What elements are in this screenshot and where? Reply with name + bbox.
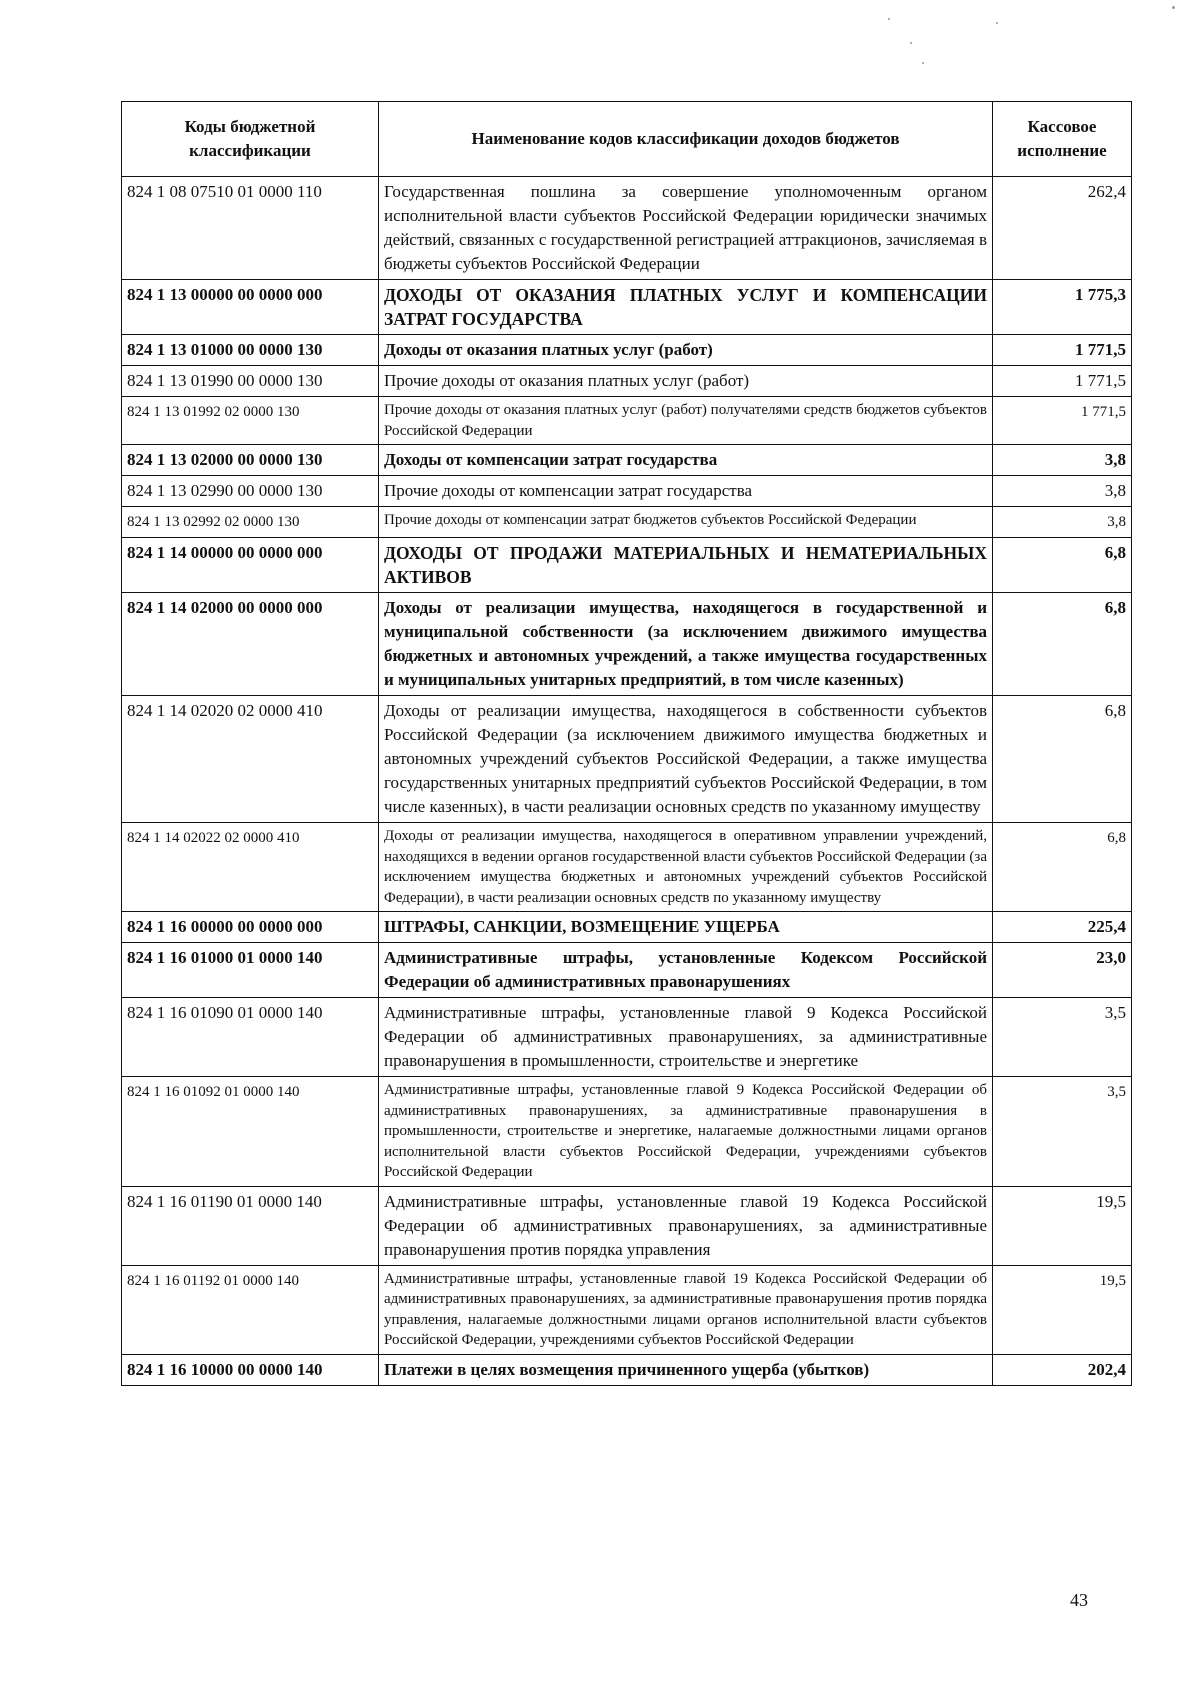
row-name: Доходы от компенсации затрат государства (379, 445, 993, 476)
row-value: 262,4 (993, 177, 1132, 280)
table-row (122, 366, 1132, 397)
row-code: 824 1 13 01000 00 0000 130 (122, 335, 379, 366)
row-code: 824 1 13 00000 00 0000 000 (122, 280, 379, 335)
scan-mark (922, 62, 924, 64)
row-code: 824 1 14 00000 00 0000 000 (122, 538, 379, 593)
header-codes: Коды бюджетной классификации (122, 102, 379, 177)
row-value: 3,5 (993, 998, 1132, 1077)
table-row (122, 507, 1132, 538)
table-row (122, 280, 1132, 335)
table-row (122, 1186, 1132, 1265)
row-code: 824 1 13 02000 00 0000 130 (122, 445, 379, 476)
row-code: 824 1 16 01090 01 0000 140 (122, 998, 379, 1077)
row-name: Государственная пошлина за совершение уполномоченным органом исполнительной власти субъектов Российской Федерации юридически значимых действий, связанных с государственной регистрацией аттракционов, зачисляемая в бюджеты субъектов Российской Федерации (379, 177, 993, 280)
table-row (122, 1265, 1132, 1354)
scan-mark (888, 18, 890, 20)
table-row (122, 1077, 1132, 1187)
table-row (122, 177, 1132, 280)
row-code: 824 1 13 01990 00 0000 130 (122, 366, 379, 397)
row-value: 3,5 (993, 1077, 1132, 1187)
row-value: 1 771,5 (993, 397, 1132, 445)
row-code: 824 1 16 00000 00 0000 000 (122, 912, 379, 943)
scan-mark (996, 22, 998, 24)
table-row (122, 476, 1132, 507)
row-code: 824 1 13 02992 02 0000 130 (122, 507, 379, 538)
row-code: 824 1 14 02020 02 0000 410 (122, 696, 379, 823)
row-name: Административные штрафы, установленные главой 9 Кодекса Российской Федерации об административных правонарушениях, за административные правонарушения в промышленности, строительстве и энергетике, налагаемые должностными лицами органов исполнительной власти субъектов Российской Федерации, учреждениями субъектов Российской Федерации (379, 1077, 993, 1187)
row-value: 202,4 (993, 1354, 1132, 1385)
row-name: Административные штрафы, установленные главой 9 Кодекса Российской Федерации об административных правонарушениях, за административные правонарушения в промышленности, строительстве и энергетике (379, 998, 993, 1077)
table-row (122, 335, 1132, 366)
row-value: 3,8 (993, 476, 1132, 507)
row-name: ШТРАФЫ, САНКЦИИ, ВОЗМЕЩЕНИЕ УЩЕРБА (379, 912, 993, 943)
row-name: Доходы от реализации имущества, находящегося в оперативном управлении учреждений, находящихся в ведении органов государственной власти субъектов Российской Федерации (за исключением имущества бюджетных и автономных учреждений субъектов Российской Федерации), в части реализации основных средств по указанному имуществу (379, 823, 993, 912)
row-name: ДОХОДЫ ОТ ПРОДАЖИ МАТЕРИАЛЬНЫХ И НЕМАТЕРИАЛЬНЫХ АКТИВОВ (379, 538, 993, 593)
table-row (122, 397, 1132, 445)
row-name: Доходы от реализации имущества, находящегося в государственной и муниципальной собственности (за исключением движимого имущества бюджетных и автономных учреждений, а также имущества государственных и муниципальных унитарных предприятий, в том числе казенных) (379, 593, 993, 696)
row-name: Прочие доходы от компенсации затрат бюджетов субъектов Российской Федерации (379, 507, 993, 538)
scan-mark (1172, 6, 1175, 9)
table-row (122, 823, 1132, 912)
row-name: Прочие доходы от компенсации затрат государства (379, 476, 993, 507)
row-value: 6,8 (993, 538, 1132, 593)
row-code: 824 1 16 10000 00 0000 140 (122, 1354, 379, 1385)
row-value: 1 771,5 (993, 366, 1132, 397)
row-value: 19,5 (993, 1186, 1132, 1265)
row-value: 6,8 (993, 823, 1132, 912)
row-code: 824 1 16 01190 01 0000 140 (122, 1186, 379, 1265)
row-code: 824 1 13 01992 02 0000 130 (122, 397, 379, 445)
table-row (122, 943, 1132, 998)
row-name: Административные штрафы, установленные главой 19 Кодекса Российской Федерации об административных правонарушениях, за административные правонарушения против порядка управления (379, 1186, 993, 1265)
row-name: Доходы от реализации имущества, находящегося в собственности субъектов Российской Федерации (за исключением движимого имущества бюджетных и автономных учреждений субъектов Российской Федерации, а также имущества государственных унитарных предприятий субъектов Российской Федерации, в том числе казенных), в части реализации основных средств по указанному имуществу (379, 696, 993, 823)
table-row (122, 538, 1132, 593)
row-value: 3,8 (993, 445, 1132, 476)
row-name: Прочие доходы от оказания платных услуг (работ) (379, 366, 993, 397)
table-row (122, 593, 1132, 696)
row-code: 824 1 14 02022 02 0000 410 (122, 823, 379, 912)
row-code: 824 1 16 01192 01 0000 140 (122, 1265, 379, 1354)
table-header-row (122, 102, 1132, 177)
row-code: 824 1 14 02000 00 0000 000 (122, 593, 379, 696)
table-row (122, 1354, 1132, 1385)
row-name: ДОХОДЫ ОТ ОКАЗАНИЯ ПЛАТНЫХ УСЛУГ И КОМПЕНСАЦИИ ЗАТРАТ ГОСУДАРСТВА (379, 280, 993, 335)
row-value: 1 775,3 (993, 280, 1132, 335)
row-name: Платежи в целях возмещения причиненного ущерба (убытков) (379, 1354, 993, 1385)
scan-mark (910, 42, 912, 44)
header-name: Наименование кодов классификации доходов бюджетов (379, 102, 993, 177)
row-value: 3,8 (993, 507, 1132, 538)
row-value: 1 771,5 (993, 335, 1132, 366)
row-name: Административные штрафы, установленные главой 19 Кодекса Российской Федерации об административных правонарушениях, за административные правонарушения против порядка управления, налагаемые должностными лицами органов исполнительной власти субъектов Российской Федерации, учреждениями субъектов Российской Федерации (379, 1265, 993, 1354)
budget-classification-table (121, 101, 1132, 1386)
row-name: Прочие доходы от оказания платных услуг (работ) получателями средств бюджетов субъектов Российской Федерации (379, 397, 993, 445)
row-code: 824 1 16 01000 01 0000 140 (122, 943, 379, 998)
row-code: 824 1 08 07510 01 0000 110 (122, 177, 379, 280)
row-code: 824 1 16 01092 01 0000 140 (122, 1077, 379, 1187)
page-number: 43 (1070, 1590, 1088, 1610)
row-value: 6,8 (993, 696, 1132, 823)
table-row (122, 998, 1132, 1077)
row-name: Административные штрафы, установленные Кодексом Российской Федерации об административных правонарушениях (379, 943, 993, 998)
header-execution: Кассовое исполнение (993, 102, 1132, 177)
row-value: 225,4 (993, 912, 1132, 943)
row-value: 23,0 (993, 943, 1132, 998)
row-value: 6,8 (993, 593, 1132, 696)
table-row (122, 912, 1132, 943)
row-name: Доходы от оказания платных услуг (работ) (379, 335, 993, 366)
table-row (122, 696, 1132, 823)
table-row (122, 445, 1132, 476)
row-value: 19,5 (993, 1265, 1132, 1354)
row-code: 824 1 13 02990 00 0000 130 (122, 476, 379, 507)
